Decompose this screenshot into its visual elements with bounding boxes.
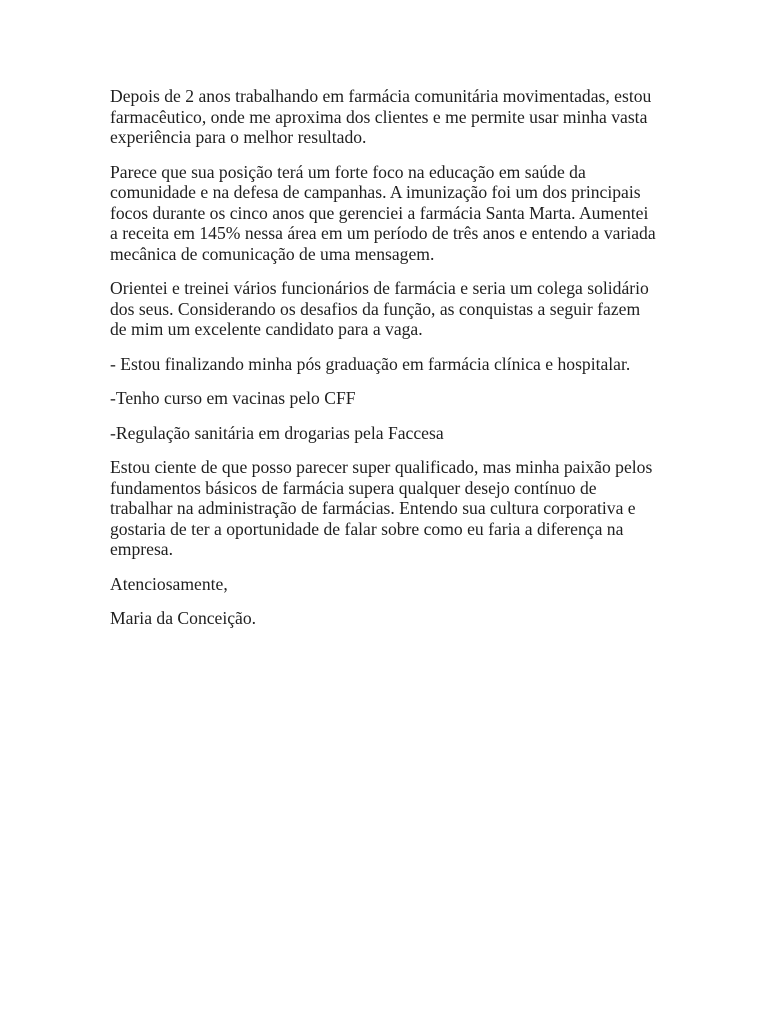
document-page	[110, 86, 658, 643]
list-item-vaccine-course: -Tenho curso em vacinas pelo CFF	[110, 388, 356, 408]
list-item-postgraduate: - Estou finalizando minha pós graduação em farmácia clínica e hospitalar.	[110, 353, 631, 374]
paragraph-position-focus: Parece que sua posição terá um forte foco na educação em saúde da comunidade e na defesa de campanhas. A imunização foi um dos principais focos durante os cinco anos que gerenciei a farmácia Santa Marta. Aumentei a receita em 145% nessa área em um período de três anos e entendo a variada mecânica de comunicação de uma mensagem.	[110, 161, 656, 264]
paragraph-intro: Depois de 2 anos trabalhando em farmácia comunitária movimentadas, estou farmacêutico, onde me aproxima dos clientes e me permite usar minha vasta experiência para o melhor resultado.	[110, 86, 652, 147]
signature-name: Maria da Conceição.	[110, 608, 257, 628]
list-item-sanitary-regulation: -Regulação sanitária em drogarias pela Faccesa	[110, 422, 444, 443]
paragraph-qualification: Estou ciente de que posso parecer super qualificado, mas minha paixão pelos fundamentos básicos de farmácia supera qualquer desejo contínuo de trabalhar na administração de farmácias. Entendo sua cultura corporativa e gostaria de ter a oportunidade de falar sobre como eu faria a diferença na empresa.	[110, 457, 653, 559]
closing: Atenciosamente,	[110, 573, 228, 594]
paragraph-training: Orientei e treinei vários funcionários de farmácia e seria um colega solidário dos seus. Considerando os desafios da função, as conquistas a seguir fazem de mim um excelente candidato para a vaga.	[110, 278, 649, 339]
